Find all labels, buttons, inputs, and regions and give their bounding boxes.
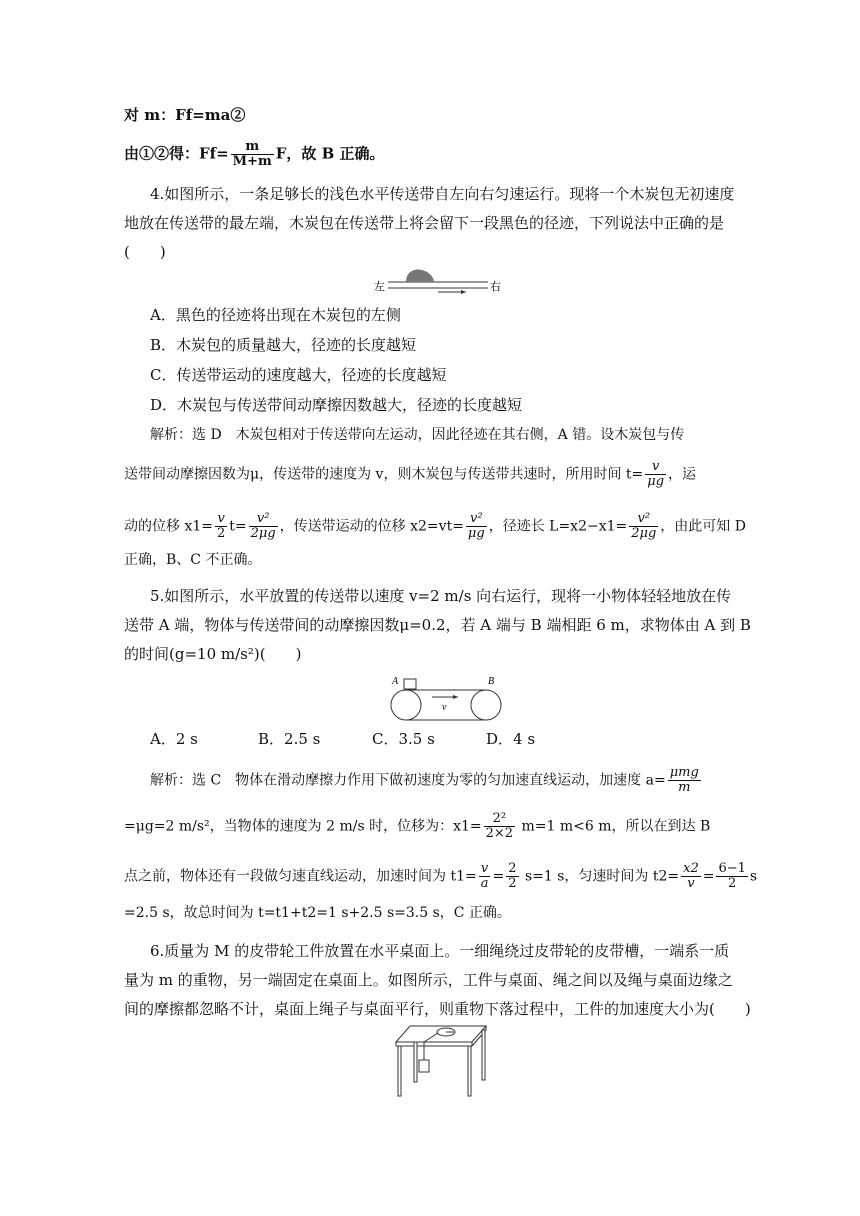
fraction	[681, 862, 701, 891]
left-pulley	[391, 690, 421, 720]
fraction-denominator: m	[678, 780, 691, 795]
option-a: A．黑色的径迹将出现在木炭包的左侧	[150, 306, 401, 324]
text-span: s	[749, 868, 758, 885]
solution-line: =2.5 s，故总时间为 t=t1+t2=1 s+2.5 s=3.5 s，C 正确。	[124, 905, 511, 921]
question-4-line: 4.如图所示，一条足够长的浅色水平传送带自左向右匀速运行。现将一个木炭包无初速度	[150, 185, 735, 203]
fraction-denominator: M+m	[232, 154, 272, 169]
solution-line	[124, 812, 710, 841]
solution-line	[124, 862, 757, 891]
figure-label-b: B	[488, 676, 495, 687]
fraction	[668, 766, 701, 795]
text-span: 由①②得：Ff=	[124, 144, 229, 163]
fraction-numerator: μmg	[669, 765, 699, 780]
conveyor-belt-figure	[370, 264, 510, 296]
text-span: ，运	[668, 466, 697, 483]
question-5-line: 送带 A 端，物体与传送带间的动摩擦因数μ=0.2，若 A 端与 B 端相距 6 m，求物体由 A 到 B	[124, 616, 751, 634]
fraction-denominator: 2	[216, 526, 226, 541]
text-line	[124, 140, 385, 169]
option-b: B．2.5 s	[258, 730, 321, 748]
table-pulley-figure	[388, 1020, 498, 1100]
right-pulley	[471, 690, 501, 720]
fraction-numerator: 2²	[484, 812, 515, 827]
text-span: 解析：选 C 物体在滑动摩擦力作用下做初速度为零的匀加速直线运动，加速度 a=	[150, 772, 666, 789]
table-leg	[398, 1046, 401, 1096]
fraction	[645, 460, 666, 489]
arrow-head	[461, 290, 466, 294]
option-d: D．木炭包与传送带间动摩擦因数越大，径迹的长度越短	[150, 396, 523, 414]
text-line: 对 m：Ff=ma②	[124, 106, 246, 124]
fraction	[231, 140, 274, 169]
fraction-denominator: 2	[728, 876, 737, 891]
question-5-line: 5.如图所示，水平放置的传送带以速度 v=2 m/s 向右运行，现将一小物体轻轻地放在传	[150, 587, 732, 605]
question-4-line: ( )	[124, 243, 166, 261]
question-4-line: 地放在传送带的最左端，木炭包在传送带上将会留下一段黑色的径迹，下列说法中正确的是	[124, 214, 725, 232]
fraction-numerator: v	[479, 862, 491, 877]
solution-line	[124, 460, 696, 489]
text-span: =	[702, 868, 715, 885]
text-span: t=	[229, 518, 247, 535]
solution-line	[124, 512, 746, 541]
fraction-denominator: 2μg	[250, 526, 276, 541]
figure-label-left: 左	[374, 281, 385, 293]
text-span: m=1 m<6 m，所以在到达 B	[517, 818, 711, 835]
question-6-line: 量为 m 的重物，另一端固定在桌面上。如图所示，工件与桌面、绳之间以及绳与桌面边缘之	[124, 971, 733, 989]
fraction	[506, 862, 518, 891]
text-span: =μg=2 m/s²，当物体的速度为 2 m/s 时，位移为：x1=	[124, 818, 482, 835]
question-5-line: 的时间(g=10 m/s²)( )	[124, 645, 302, 663]
table-leg	[468, 1046, 471, 1096]
question-6-line: 间的摩擦都忽略不计，桌面上绳子与桌面平行，则重物下落过程中，工件的加速度大小为( )	[124, 1000, 751, 1018]
text-span: s=1 s，匀速时间为 t2=	[520, 868, 680, 885]
text-span: 送带间动摩擦因数为μ，传送带的速度为 v，则木炭包与传送带共速时，所用时间 t=	[124, 466, 644, 483]
question-6-line: 6.质量为 M 的皮带轮工件放置在水平桌面上。一细绳绕过皮带轮的皮带槽，一端系一质	[150, 942, 730, 960]
belt-pulley-figure	[386, 673, 506, 721]
fraction-numerator: 6−1	[718, 861, 746, 876]
figure-label-v: v	[442, 702, 447, 713]
solution-line: 正确，B、C 不正确。	[124, 552, 262, 568]
figure-label-a: A	[392, 676, 399, 687]
hanging-weight	[419, 1060, 429, 1072]
text-span: ，径迹长 L=x2−x1=	[488, 518, 628, 535]
figure-label-right: 右	[490, 281, 501, 293]
fraction-denominator: v	[687, 876, 695, 891]
fraction-numerator: v	[215, 512, 227, 527]
fraction-denominator: μg	[647, 474, 665, 489]
solution-line: 解析：选 D 木炭包相对于传送带向左运动，因此径迹在其右侧，A 错。设木炭包与传	[150, 427, 685, 443]
fraction-denominator: μg	[467, 526, 485, 541]
fraction	[629, 512, 658, 541]
charcoal-pack-shape	[406, 270, 434, 283]
option-d: D．4 s	[486, 730, 536, 748]
table-leg	[482, 1030, 485, 1080]
table-leg	[414, 1042, 417, 1082]
text-span: ，传送带运动的位移 x2=vt=	[279, 518, 464, 535]
small-object	[404, 679, 416, 689]
fraction	[249, 512, 278, 541]
fraction	[716, 862, 747, 891]
text-span: =	[492, 868, 505, 885]
fraction	[484, 812, 515, 841]
fraction-denominator: a	[480, 876, 489, 891]
text-span: F，故 B 正确。	[275, 144, 385, 163]
text-span: ，由此可知 D	[660, 518, 746, 535]
text-span: 动的位移 x1=	[124, 518, 213, 535]
text-span: 点之前，物体还有一段做匀速直线运动，加速时间为 t1=	[124, 868, 477, 885]
fraction-denominator: 2μg	[631, 526, 657, 541]
fraction	[215, 512, 227, 541]
option-a: A．2 s	[150, 730, 198, 748]
fraction-numerator: m	[231, 140, 274, 155]
solution-line	[150, 766, 703, 795]
option-c: C．传送带运动的速度越大，径迹的长度越短	[150, 366, 447, 384]
option-b: B．木炭包的质量越大，径迹的长度越短	[150, 336, 417, 354]
option-c: C．3.5 s	[372, 730, 435, 748]
fraction-numerator: v²	[249, 512, 278, 527]
fraction-denominator: 2×2	[485, 826, 514, 841]
fraction-numerator: v²	[466, 512, 487, 527]
fraction-numerator: x2	[683, 861, 699, 876]
arrow-head	[453, 695, 458, 699]
fraction-numerator: v²	[629, 512, 658, 527]
fraction	[466, 512, 487, 541]
fraction-numerator: v	[645, 460, 666, 475]
fraction-denominator: 2	[508, 876, 517, 891]
fraction	[479, 862, 491, 891]
fraction-numerator: 2	[508, 861, 517, 876]
